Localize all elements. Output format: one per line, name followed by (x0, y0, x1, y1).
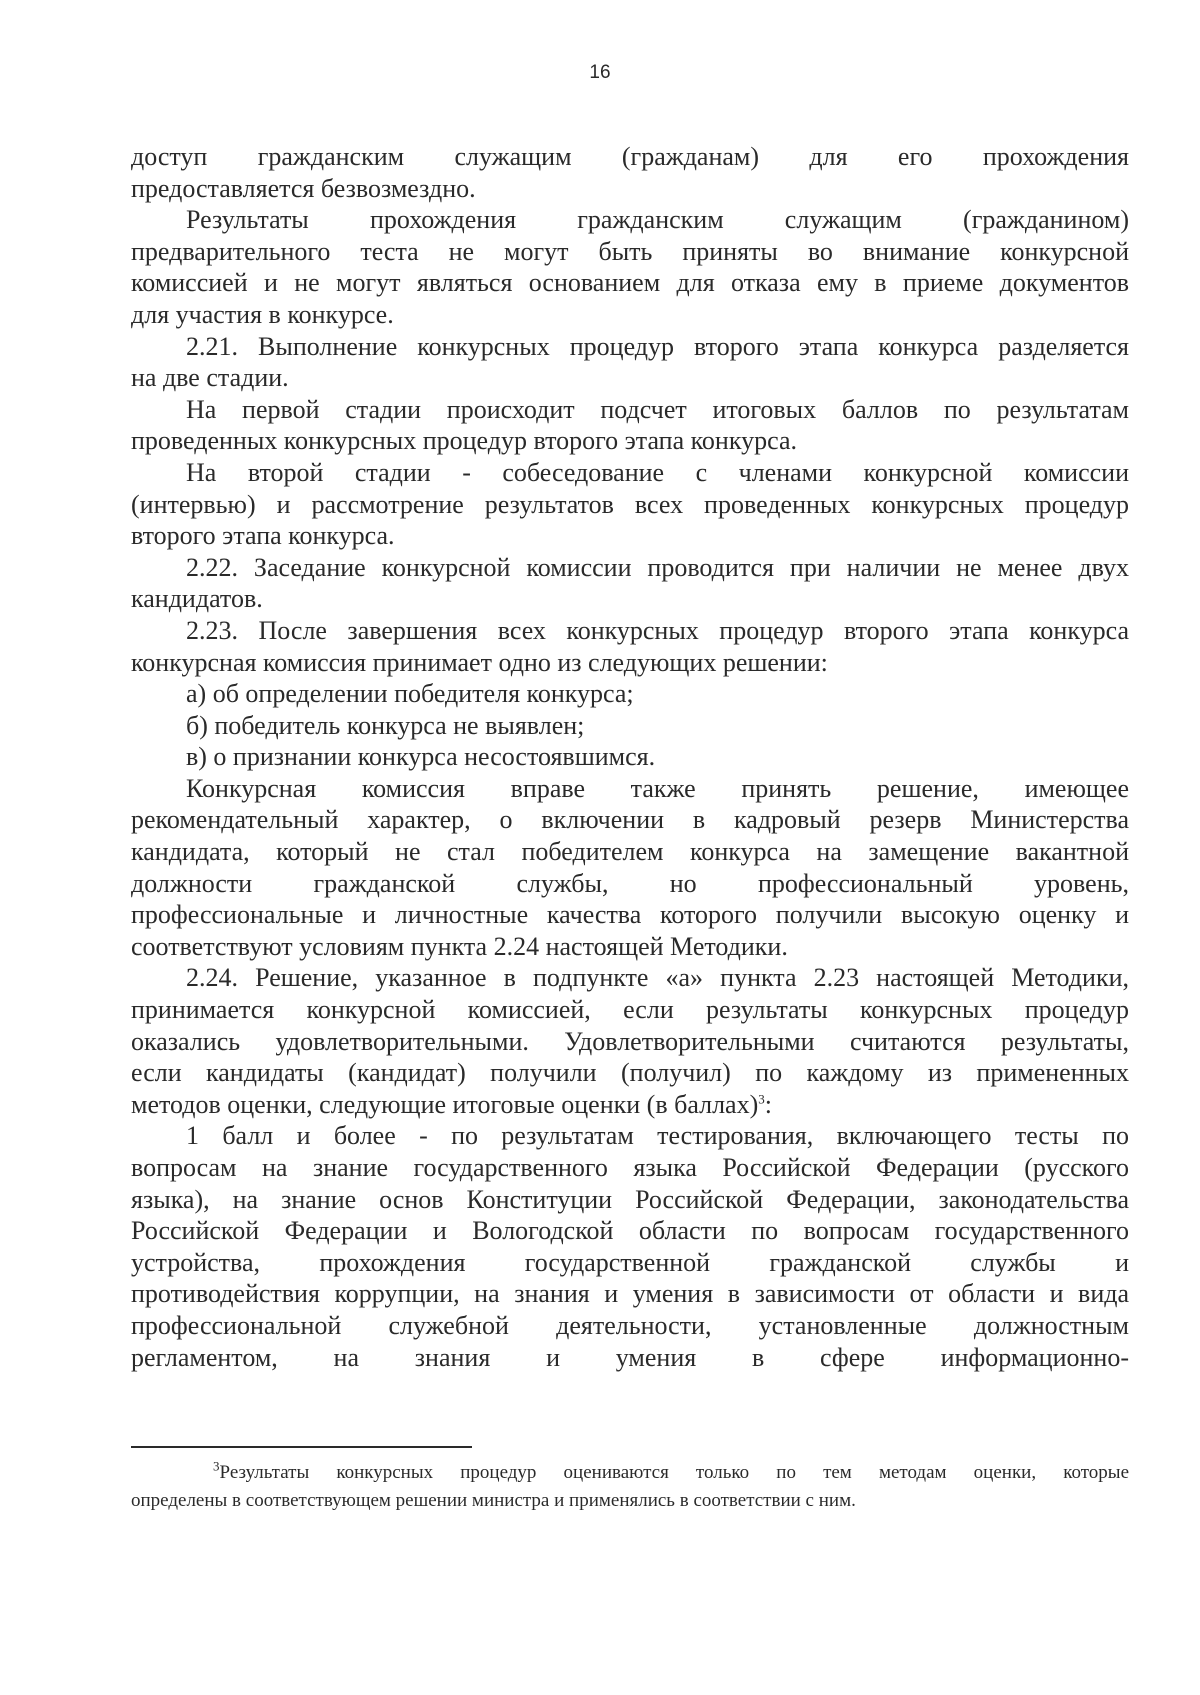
text-line: 2.23. После завершения всех конкурсных процедур второго этапа конкурса (186, 615, 1129, 645)
text-line: второго этапа конкурса. (131, 521, 395, 551)
text-line: вопросам на знание государственного языка Российской Федерации (русского (131, 1153, 1129, 1182)
text-line: рекомендательный характер, о включении в кадровый резерв Министерства (131, 805, 1129, 835)
text-line: 1 балл и более - по результатам тестирования, включающего тесты по (186, 1121, 1129, 1151)
text-line: 2.22. Заседание конкурсной комиссии проводится при наличии не менее двух (186, 552, 1129, 582)
body-text (131, 141, 1129, 1373)
text-line: а) об определении победителя конкурса; (186, 679, 634, 709)
text-line: Российской Федерации и Вологодской области по вопросам государственного (131, 1216, 1129, 1246)
text-line: (интервью) и рассмотрение результатов всех проведенных конкурсных процедур (131, 489, 1129, 519)
text-line: кандидатов. (131, 584, 263, 614)
text-line: На первой стадии происходит подсчет итоговых баллов по результатам (186, 394, 1129, 424)
text-line-content: методов оценки, следующие итоговые оценки (в баллах) (131, 1089, 759, 1119)
text-line: Результаты прохождения гражданским служащим (гражданином) (186, 205, 1129, 235)
text-line-suffix: : (764, 1089, 772, 1119)
footnote-mark: 3 (213, 1458, 220, 1474)
text-line: комиссией и не могут являться основанием для отказа ему в приеме документов (131, 268, 1129, 298)
text-line: профессиональной служебной деятельности, установленные должностным (131, 1310, 1129, 1340)
text-line: кандидата, который не стал победителем конкурса на замещение вакантной (131, 837, 1129, 867)
text-line: предварительного теста не могут быть приняты во внимание конкурсной (131, 236, 1129, 266)
text-line: противодействия коррупции, на знания и умения в зависимости от области и вида (131, 1279, 1129, 1309)
page-number: 16 (589, 62, 611, 83)
text-line: конкурсная комиссия принимает одно из следующих решении: (131, 647, 828, 677)
text-line: На второй стадии - собеседование с членами конкурсной комиссии (186, 457, 1129, 487)
text-line: для участия в конкурсе. (131, 299, 394, 329)
text-line: оказались удовлетворительными. Удовлетворительными считаются результаты, (131, 1026, 1129, 1056)
text-line: 2.24. Решение, указанное в подпункте «а» пункта 2.23 настоящей Методики, (186, 963, 1129, 993)
text-line: в) о признании конкурса несостоявшимся. (186, 742, 656, 772)
footnote-text: Результаты конкурсных процедур оцениваются только по тем методам оценки, которые (219, 1462, 1129, 1483)
footnote-reference: 3 (758, 1091, 765, 1107)
footnote (131, 1459, 1129, 1515)
text-line: профессиональные и личностные качества которого получили высокую оценку и (131, 900, 1129, 930)
text-line: принимается конкурсной комиссией, если результаты конкурсных процедур (131, 995, 1129, 1025)
text-line (131, 1089, 1129, 1121)
text-line: устройства, прохождения государственной гражданской службы и (131, 1247, 1129, 1277)
text-line: проведенных конкурсных процедур второго этапа конкурса. (131, 426, 798, 456)
text-line: если кандидаты (кандидат) получили (получил) по каждому из примененных (131, 1058, 1129, 1088)
text-line: должности гражданской службы, но профессиональный уровень, (131, 868, 1129, 898)
text-line: 2.21. Выполнение конкурсных процедур второго этапа конкурса разделяется (186, 331, 1129, 361)
text-line: б) победитель конкурса не выявлен; (186, 710, 585, 740)
footnote-line (131, 1459, 1129, 1487)
text-line: доступ гражданским служащим (гражданам) для его прохождения (131, 142, 1129, 171)
text-line: языка), на знание основ Конституции Российской Федерации, законодательства (131, 1184, 1129, 1214)
text-line: регламентом, на знания и умения в сфере информационно- (131, 1342, 1129, 1372)
text-line: соответствуют условиям пункта 2.24 настоящей Методики. (131, 931, 788, 961)
text-line: Конкурсная комиссия вправе также принять решение, имеющее (186, 773, 1129, 803)
footnote-line: определены в соответствующем решении министра и применялись в соответствии с ним. (131, 1490, 856, 1511)
text-line: на две стадии. (131, 363, 289, 393)
text-line: предоставляется безвозмездно. (131, 173, 476, 203)
footnote-separator (131, 1446, 472, 1448)
